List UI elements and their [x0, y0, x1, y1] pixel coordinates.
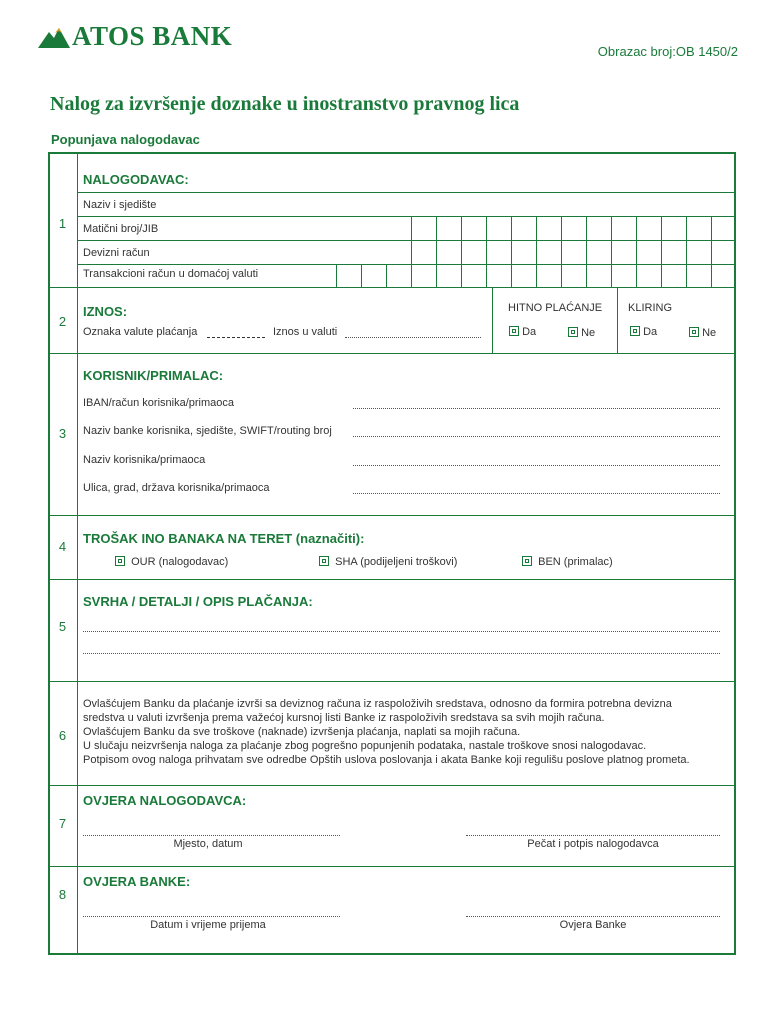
grid-cell-divider — [386, 264, 387, 287]
bank-swift-input-line[interactable] — [353, 436, 720, 437]
grid-cell-divider — [661, 264, 662, 287]
grid-cell-divider — [686, 216, 687, 240]
authorization-text-line: U slučaju neizvršenja naloga za plaćanje zbog pogrešno popunjenih podataka, nastale troškove snosi nalogodavac. — [83, 740, 647, 752]
grid-cell-divider — [361, 264, 362, 287]
grid-cell-divider — [511, 264, 512, 287]
section-title-client-verification: OVJERA NALOGODAVCA: — [83, 793, 247, 808]
section-number: 6 — [58, 728, 67, 743]
column-divider — [617, 287, 618, 353]
grid-cell-divider — [336, 264, 337, 287]
grid-cell-divider — [486, 264, 487, 287]
grid-cell-divider — [586, 240, 587, 264]
grid-cell-divider — [436, 216, 437, 240]
iban-input-line[interactable] — [353, 408, 720, 409]
grid-cell-divider — [436, 240, 437, 264]
authorization-text-line: Ovlašćujem Banku da plaćanje izvrši sa deviznog računa iz raspoloživih sredstava, odnosno da formira potrebna devizna — [83, 698, 672, 710]
field-label-beneficiary-address: Ulica, grad, država korisnika/primaoca — [83, 482, 270, 494]
section-divider — [48, 515, 736, 516]
grid-cell-divider — [611, 240, 612, 264]
section-number: 1 — [58, 216, 67, 231]
cost-option-ben[interactable]: BEN (primalac) — [522, 556, 613, 568]
clearing-label: KLIRING — [628, 302, 673, 314]
checkbox-icon[interactable] — [509, 326, 519, 336]
authorization-text-line: Ovlašćujem Banku da sve troškove (naknade) izvršenja plaćanja, naplati sa mojih računa. — [83, 726, 521, 738]
currency-input-line[interactable] — [207, 337, 265, 338]
purpose-input-line[interactable] — [83, 631, 720, 632]
beneficiary-address-input-line[interactable] — [353, 493, 720, 494]
field-label-id-number: Matični broj/JIB — [83, 223, 159, 235]
grid-cell-divider — [611, 216, 612, 240]
field-label-fx-account: Devizni račun — [83, 247, 150, 259]
urgent-payment-label: HITNO PLAĆANJE — [508, 302, 603, 314]
grid-cell-divider — [711, 216, 712, 240]
section-number: 5 — [58, 619, 67, 634]
section-divider — [48, 785, 736, 786]
grid-cell-divider — [686, 264, 687, 287]
mountain-logo-icon — [38, 24, 70, 50]
field-label-iban: IBAN/račun korisnika/primaoca — [83, 397, 235, 409]
number-column-divider — [77, 153, 78, 955]
field-label-name-seat: Naziv i sjedište — [83, 199, 157, 211]
row-line — [77, 192, 736, 193]
place-date-line[interactable] — [83, 835, 340, 836]
grid-cell-divider — [661, 216, 662, 240]
checkbox-icon[interactable] — [522, 556, 532, 566]
checkbox-icon[interactable] — [319, 556, 329, 566]
grid-cell-divider — [511, 240, 512, 264]
place-date-caption: Mjesto, datum — [173, 838, 243, 850]
grid-cell-divider — [561, 240, 562, 264]
beneficiary-name-input-line[interactable] — [353, 465, 720, 466]
bank-name: ATOS BANK — [72, 21, 233, 51]
currency-label: Oznaka valute plaćanja — [83, 326, 198, 338]
section-number: 7 — [58, 816, 67, 831]
section-number: 3 — [58, 426, 67, 441]
checkbox-icon[interactable] — [630, 326, 640, 336]
grid-cell-divider — [711, 240, 712, 264]
grid-cell-divider — [461, 264, 462, 287]
page-title: Nalog za izvršenje doznake u inostranstvo pravnog lica — [50, 93, 520, 115]
section-title-bank-verification: OVJERA BANKE: — [83, 874, 191, 889]
purpose-input-line[interactable] — [83, 653, 720, 654]
grid-cell-divider — [636, 240, 637, 264]
section-divider — [48, 681, 736, 682]
bank-logo — [38, 21, 233, 52]
client-signature-caption: Pečat i potpis nalogodavca — [527, 838, 659, 850]
clearing-no-option[interactable]: Ne — [689, 327, 716, 339]
filled-by-label: Popunjava nalogodavac — [51, 132, 200, 147]
amount-label: Iznos u valuti — [273, 326, 338, 338]
section-title-iznos: IZNOS: — [83, 304, 128, 319]
grid-cell-divider — [686, 240, 687, 264]
cost-option-our[interactable]: OUR (nalogodavac) — [115, 556, 228, 568]
column-divider — [492, 287, 493, 353]
authorization-text-line: Potpisom ovog naloga prihvatam sve odredbe Opštih uslova poslovanja i akata Banke koji regulišu poslove platnog prometa. — [83, 754, 690, 766]
field-label-beneficiary-name: Naziv korisnika/primaoca — [83, 454, 206, 466]
section-number: 8 — [58, 887, 67, 902]
section-divider — [48, 287, 736, 288]
section-number: 4 — [58, 539, 67, 554]
section-divider — [48, 353, 736, 354]
grid-cell-divider — [411, 264, 412, 287]
grid-cell-divider — [461, 240, 462, 264]
cost-option-sha[interactable]: SHA (podijeljeni troškovi) — [319, 556, 457, 568]
field-label-bank-swift: Naziv banke korisnika, sjedište, SWIFT/routing broj — [83, 425, 332, 437]
row-line — [77, 216, 736, 217]
checkbox-icon[interactable] — [568, 327, 578, 337]
grid-cell-divider — [586, 264, 587, 287]
grid-cell-divider — [411, 240, 412, 264]
section-divider — [48, 866, 736, 867]
form-number: Obrazac broj:OB 1450/2 — [597, 44, 738, 59]
field-label-local-account: Transakcioni račun u domaćoj valuti — [83, 268, 259, 280]
grid-cell-divider — [511, 216, 512, 240]
checkbox-icon[interactable] — [689, 327, 699, 337]
grid-cell-divider — [661, 240, 662, 264]
receipt-datetime-caption: Datum i vrijeme prijema — [150, 919, 266, 931]
row-line — [77, 264, 736, 265]
grid-cell-divider — [536, 216, 537, 240]
urgent-no-option[interactable]: Ne — [568, 327, 595, 339]
section-title-purpose: SVRHA / DETALJI / OPIS PLAČANJA: — [83, 594, 313, 609]
grid-cell-divider — [461, 216, 462, 240]
urgent-yes-option[interactable]: Da — [509, 326, 536, 338]
grid-cell-divider — [536, 240, 537, 264]
grid-cell-divider — [486, 240, 487, 264]
bank-verification-caption: Ovjera Banke — [559, 919, 627, 931]
bank-verification-line[interactable] — [466, 916, 720, 917]
clearing-yes-option[interactable]: Da — [630, 326, 657, 338]
section-divider — [48, 579, 736, 580]
row-line — [77, 240, 736, 241]
receipt-datetime-line[interactable] — [83, 916, 340, 917]
grid-cell-divider — [536, 264, 537, 287]
checkbox-icon[interactable] — [115, 556, 125, 566]
client-signature-line[interactable] — [466, 835, 720, 836]
amount-input-line[interactable] — [345, 337, 481, 338]
grid-cell-divider — [486, 216, 487, 240]
grid-cell-divider — [586, 216, 587, 240]
grid-cell-divider — [636, 264, 637, 287]
grid-cell-divider — [711, 264, 712, 287]
section-title-costs: TROŠAK INO BANAKA NA TERET (naznačiti): — [83, 531, 365, 546]
section-number: 2 — [58, 314, 67, 329]
section-title-korisnik: KORISNIK/PRIMALAC: — [83, 368, 224, 383]
grid-cell-divider — [561, 264, 562, 287]
grid-cell-divider — [636, 216, 637, 240]
grid-cell-divider — [611, 264, 612, 287]
grid-cell-divider — [436, 264, 437, 287]
grid-cell-divider — [561, 216, 562, 240]
authorization-text-line: sredstva u valuti izvršenja prema važećoj kursnoj listi Banke iz raspoloživih sredstava sa svih mojih računa. — [83, 712, 605, 724]
grid-cell-divider — [411, 216, 412, 240]
section-title-nalogodavac: NALOGODAVAC: — [83, 172, 189, 187]
